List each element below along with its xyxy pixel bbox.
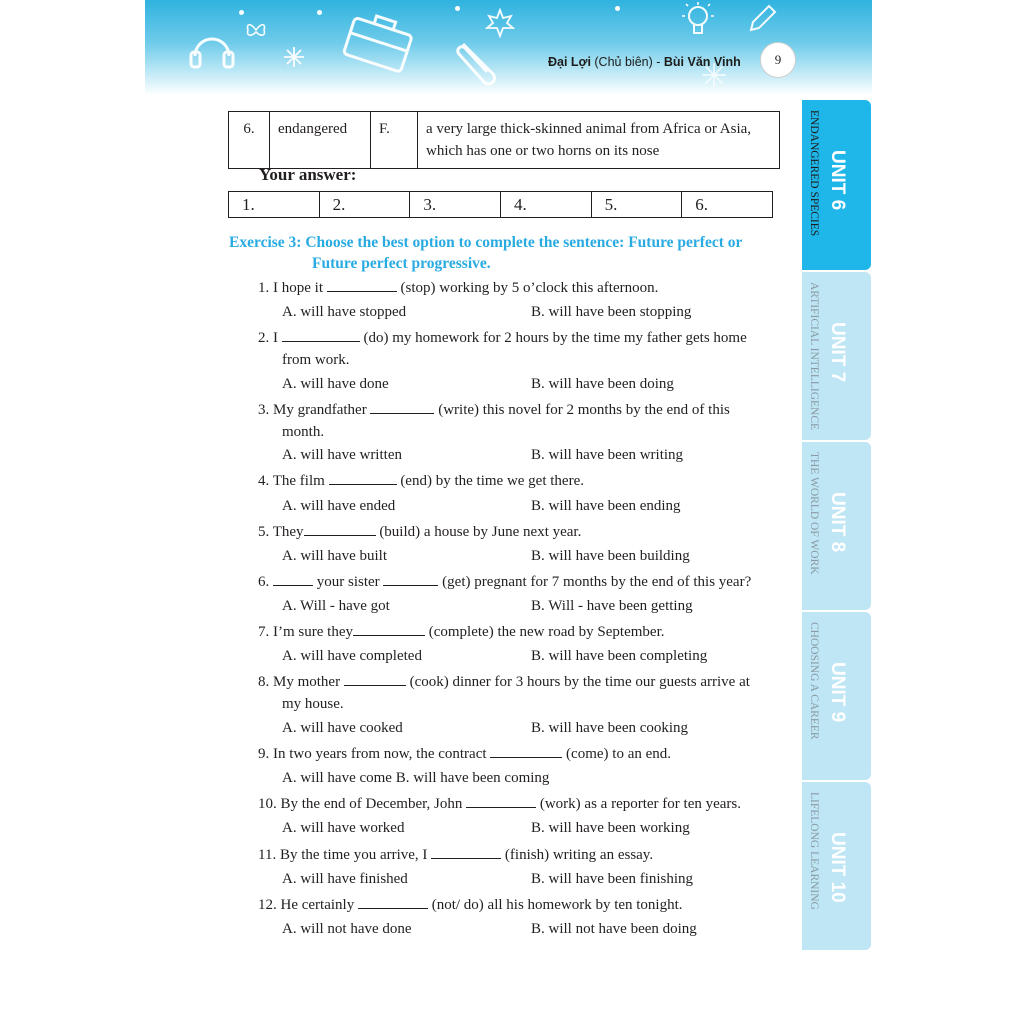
question-5 — [258, 521, 581, 543]
question-text: By the end of December, John — [280, 796, 463, 812]
tab-unit-10[interactable] — [802, 782, 871, 950]
match-number: 6. — [229, 112, 270, 169]
answer-blank[interactable] — [273, 571, 313, 586]
question-4 — [258, 470, 584, 492]
question-2 — [258, 327, 747, 349]
option-a[interactable]: A. will have ended — [282, 498, 396, 514]
question-text: (stop) working by 5 o’clock this afternoon. — [400, 280, 659, 296]
question-text: He certainly — [280, 897, 355, 913]
answer-cell[interactable]: 2. — [319, 192, 410, 218]
answer-cell[interactable]: 5. — [591, 192, 682, 218]
question-text: I’m sure they — [273, 624, 353, 640]
answer-blank[interactable] — [431, 844, 501, 859]
tab-unit-label: UNIT 10 — [827, 832, 848, 903]
question-text: My grandfather — [273, 402, 367, 418]
question-text: (complete) the new road by September. — [428, 624, 665, 640]
tab-unit-7[interactable] — [802, 272, 871, 440]
answer-blank[interactable] — [329, 470, 397, 485]
question-3 — [258, 399, 730, 421]
author-main: Đại Lợi — [548, 55, 591, 69]
question-number: 1. — [258, 280, 270, 296]
question-10 — [258, 793, 741, 815]
briefcase-icon — [341, 6, 417, 76]
match-letter: F. — [371, 112, 418, 169]
answer-blank[interactable] — [383, 571, 438, 586]
question-text: The film — [272, 473, 325, 489]
option-a[interactable]: A. will have built — [282, 548, 387, 564]
match-definition — [418, 112, 780, 169]
question-text: They — [272, 524, 304, 540]
headphones-icon — [187, 22, 237, 72]
question-12 — [258, 894, 683, 916]
tab-unit-6[interactable] — [802, 100, 871, 270]
answer-cell[interactable]: 4. — [500, 192, 591, 218]
question-number: 10. — [258, 796, 277, 812]
answer-blank[interactable] — [282, 327, 360, 342]
question-number: 12. — [258, 897, 277, 913]
question-text: (cook) dinner for 3 hours by the time our guests arrive at — [409, 674, 750, 690]
tab-unit-label: UNIT 6 — [827, 150, 848, 211]
paperclip-icon — [453, 36, 503, 86]
question-continuation: month. — [282, 424, 325, 440]
tab-unit-8[interactable] — [802, 442, 871, 610]
option-b[interactable]: B. will have been working — [531, 820, 690, 836]
snowflake-icon — [283, 46, 305, 68]
tab-unit-label: UNIT 8 — [827, 492, 848, 553]
answer-cell[interactable]: 1. — [229, 192, 320, 218]
tab-topic: LIFELONG LEARNING — [808, 792, 820, 910]
table-row — [229, 112, 780, 169]
question-text: your sister — [316, 574, 380, 590]
question-11 — [258, 844, 653, 866]
pencil-icon — [747, 4, 777, 34]
page-number: 9 — [760, 42, 796, 78]
question-number: 8. — [258, 674, 270, 690]
option-a[interactable]: A. will have completed — [282, 648, 422, 664]
author-role: (Chủ biên) - — [590, 55, 664, 69]
tab-topic: ARTIFICIAL INTELLIGENCE — [808, 282, 820, 431]
option-b[interactable]: B. will have been finishing — [531, 871, 694, 887]
answer-blank[interactable] — [490, 743, 562, 758]
option-a[interactable]: A. will have cooked — [282, 720, 403, 736]
question-7 — [258, 621, 665, 643]
matching-table — [228, 111, 780, 169]
question-9 — [258, 743, 671, 765]
option-a[interactable]: A. will have done — [282, 376, 389, 392]
question-number: 2. — [258, 330, 270, 346]
question-text: (do) my homework for 2 hours by the time my father gets home — [363, 330, 747, 346]
question-number: 3. — [258, 402, 270, 418]
answer-blank[interactable] — [344, 671, 406, 686]
option-a[interactable]: A. will have finished — [282, 871, 408, 887]
question-text: My mother — [273, 674, 341, 690]
question-continuation: my house. — [282, 696, 344, 712]
options-combined[interactable]: A. will have come B. will have been coming — [282, 770, 550, 786]
lightbulb-icon — [677, 0, 719, 42]
question-text: (finish) writing an essay. — [504, 847, 654, 863]
header-banner — [145, 0, 872, 95]
question-text: (come) to an end. — [566, 746, 672, 762]
question-continuation: from work. — [282, 352, 350, 368]
question-8 — [258, 671, 750, 693]
question-text: By the time you arrive, I — [279, 847, 428, 863]
book-authors — [548, 55, 741, 69]
decor-dot — [317, 10, 322, 15]
option-b[interactable]: B. will have been ending — [531, 498, 681, 514]
tab-unit-9[interactable] — [802, 612, 871, 780]
answer-cell[interactable]: 6. — [682, 192, 773, 218]
decor-dot — [615, 6, 620, 11]
option-b[interactable]: B. will have been doing — [531, 376, 674, 392]
your-answer-label: Your answer: — [259, 165, 357, 184]
question-text: (write) this novel for 2 months by the end of this — [438, 402, 730, 418]
exercise-title-line-2: Future perfect progressive. — [312, 255, 491, 272]
question-text: I hope it — [273, 280, 323, 296]
option-b[interactable]: B. will have been cooking — [531, 720, 689, 736]
definition-line-2: which has one or two horns on its nose — [426, 143, 660, 159]
question-text: In two years from now, the contract — [273, 746, 487, 762]
answer-blank[interactable] — [353, 621, 425, 636]
answer-blank[interactable] — [466, 793, 536, 808]
question-1 — [258, 277, 658, 299]
match-word: endangered — [270, 112, 371, 169]
answer-blank[interactable] — [304, 521, 376, 536]
option-a[interactable]: A. Will - have got — [282, 598, 390, 614]
question-number: 4. — [258, 473, 270, 489]
option-a[interactable]: A. will have worked — [282, 820, 405, 836]
definition-line-1: a very large thick-skinned animal from Africa or Asia, — [426, 121, 752, 137]
question-6 — [258, 571, 751, 593]
option-b[interactable]: B. will have been building — [531, 548, 690, 564]
exercise-title-line-1: Exercise 3: Choose the best option to complete the sentence: Future perfect or — [229, 234, 743, 251]
question-text: (not/ do) all his homework by ten tonight. — [431, 897, 683, 913]
tab-topic: THE WORLD OF WORK — [808, 452, 820, 575]
question-text: I — [273, 330, 278, 346]
question-number: 9. — [258, 746, 270, 762]
option-a[interactable]: A. will not have done — [282, 921, 412, 937]
answer-cell[interactable]: 3. — [410, 192, 501, 218]
answer-blank[interactable] — [327, 277, 397, 292]
tab-topic: CHOOSING A CAREER — [808, 622, 820, 740]
question-number: 7. — [258, 624, 270, 640]
table-row — [229, 192, 773, 218]
option-b[interactable]: B. will have been stopping — [531, 304, 692, 320]
answer-blank[interactable] — [358, 894, 428, 909]
decor-dot — [239, 10, 244, 15]
option-b[interactable]: B. Will - have been getting — [531, 598, 693, 614]
tab-unit-label: UNIT 7 — [827, 322, 848, 383]
option-b[interactable]: B. will have been writing — [531, 447, 684, 463]
question-text: (build) a house by June next year. — [379, 524, 582, 540]
decor-dot — [455, 6, 460, 11]
author-second: Bùi Văn Vinh — [663, 55, 741, 69]
option-b[interactable]: B. will have been completing — [531, 648, 708, 664]
tab-unit-label: UNIT 9 — [827, 662, 848, 723]
tab-topic: ENDANGERED SPECIES — [808, 110, 820, 237]
option-a[interactable]: A. will have written — [282, 447, 402, 463]
answer-table — [228, 191, 773, 218]
question-text: (get) pregnant for 7 months by the end of this year? — [442, 574, 752, 590]
option-b[interactable]: B. will not have been doing — [531, 921, 697, 937]
exercise-title — [229, 232, 789, 274]
question-number: 5. — [258, 524, 270, 540]
question-number: 11. — [258, 847, 277, 863]
question-text: (work) as a reporter for ten years. — [539, 796, 742, 812]
option-a[interactable]: A. will have stopped — [282, 304, 407, 320]
question-number: 6. — [258, 574, 270, 590]
leaf-icon — [485, 8, 515, 38]
question-text: (end) by the time we get there. — [400, 473, 584, 489]
butterfly-icon — [245, 20, 267, 40]
answer-blank[interactable] — [370, 399, 434, 414]
